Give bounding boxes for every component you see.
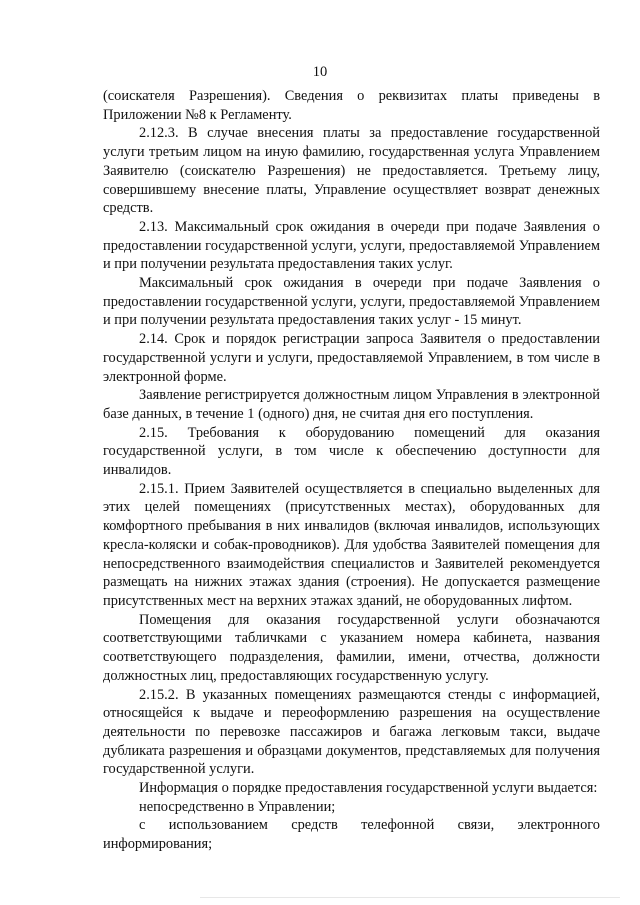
paragraph-2-15: 2.15. Требования к оборудованию помещений для оказания государственной услуги, в том числе к обеспечению доступности для инвалидов. xyxy=(103,424,600,479)
page-number: 10 xyxy=(312,64,328,80)
paragraph-registration: Заявление регистрируется должностным лицом Управления в электронной базе данных, в течение 1 (одного) дня, не считая дня его поступления. xyxy=(103,387,600,422)
paragraph-information-intro: Информация о порядке предоставления государственной услуги выдается: xyxy=(139,780,598,797)
paragraph-premises-signs: Помещения для оказания государственной услуги обозначаются соответствующими табличками с указанием номера кабинета, названия соответствующего подразделения, фамилии, имени, отчества, должности должностных лиц, предоставляющих государственную услугу. xyxy=(103,611,600,684)
paragraph-continuation: (соискателя Разрешения). Сведения о реквизитах платы приведены в Приложении №8 к Регламенту. xyxy=(103,88,600,123)
document-body xyxy=(103,87,600,854)
list-item-in-office: непосредственно в Управлении; xyxy=(139,798,336,815)
list-item-telephone: с использованием средств телефонной связи, электронного информирования; xyxy=(103,817,600,853)
scan-artifact xyxy=(200,897,620,898)
paragraph-2-13: 2.13. Максимальный срок ожидания в очереди при подаче Заявления о предоставлении государственной услуги, услуги, предоставляемой Управлением и при получении результата предоставления таких услуг. xyxy=(103,218,600,273)
paragraph-2-12-3: 2.12.3. В случае внесения платы за предоставление государственной услуги третьим лицом на иную фамилию, государственная услуга Управлением Заявителю (соискателю Разрешения) не предоставляется. Третьему лицу, совершившему внесение платы, Управление осуществляет возврат денежных средств. xyxy=(103,125,600,217)
paragraph-2-14: 2.14. Срок и порядок регистрации запроса Заявителя о предоставлении государственной услуги и услуги, предоставляемой Управлением, в том числе в электронной форме. xyxy=(103,331,600,385)
paragraph-queue-time: Максимальный срок ожидания в очереди при подаче Заявления о предоставлении государственной услуги, услуги, предоставляемой Управлением и при получении результата предоставления таких услуг - 15 минут. xyxy=(103,275,600,329)
paragraph-2-15-1: 2.15.1. Прием Заявителей осуществляется в специально выделенных для этих целей помещениях (присутственных местах), оборудованных для комфортного пребывания в них инвалидов (включая инвалидов, использующих кресла-коляски и собак-проводников). Для удобства Заявителей помещения для непосредственного взаимодействия специалистов и Заявителей рекомендуется размещать на нижних этажах здания (строения). Не допускается размещение присутственных мест на верхних этажах зданий, не оборудованных лифтом. xyxy=(103,480,600,609)
paragraph-2-15-2: 2.15.2. В указанных помещениях размещаются стенды с информацией, относящейся к выдаче и переоформлению разрешения на осуществление деятельности по перевозке пассажиров и багажа легковым такси, выдаче дубликата разрешения и образцами документов, представляемых для получения государственной услуги. xyxy=(103,686,600,778)
